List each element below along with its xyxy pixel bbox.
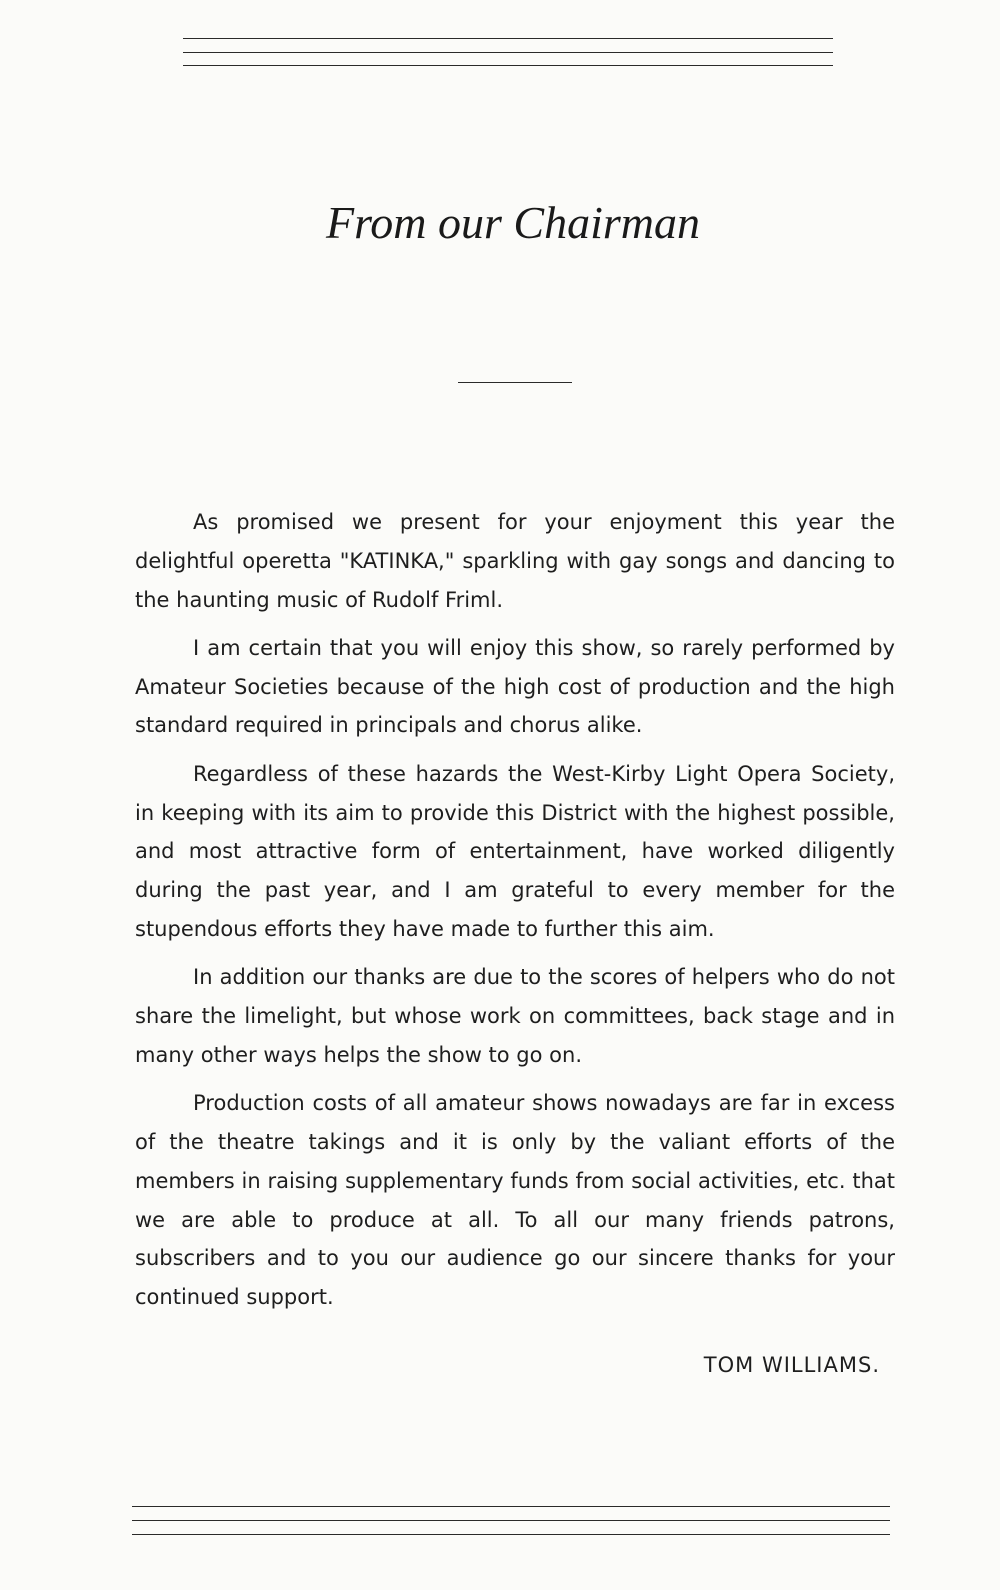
page-title: From our Chairman: [326, 197, 700, 248]
paragraph: In addition our thanks are due to the scores of helpers who do not share the limelight, but whose work on committees, back stage and in many other ways helps the show to go on.: [135, 965, 895, 1067]
paragraph: As promised we present for your enjoyment this year the delightful operetta "KATINKA," sparkling with gay songs and dancing to the haunting music of Rudolf Friml.: [135, 510, 895, 612]
top-double-rule: [183, 34, 833, 70]
paragraph: Regardless of these hazards the West-Kirby Light Opera Society, in keeping with its aim to provide this District with the highest possible, and most attractive form of entertainment, have worked diligently during the past year, and I am grateful to every member for the stupendous efforts they have made to further this aim.: [135, 761, 895, 941]
paragraph: Production costs of all amateur shows nowadays are far in excess of the theatre takings and it is only by the valiant efforts of the members in raising supplementary funds from social activities, etc. that we are able to produce at all. To all our many friends patrons, subscribers and to you our audience go our sincere thanks for your continued support.: [135, 1091, 895, 1310]
bottom-rule-line: [132, 1506, 890, 1507]
bottom-rule-line: [132, 1534, 890, 1535]
bottom-double-rule: [132, 1502, 890, 1544]
top-rule-line: [183, 65, 833, 66]
bottom-rule-line: [132, 1520, 890, 1521]
top-rule-line: [183, 52, 833, 53]
letter-body: [135, 503, 895, 1326]
signature: TOM WILLIAMS.: [703, 1353, 880, 1377]
title-divider: [458, 382, 572, 383]
paragraph: I am certain that you will enjoy this show, so rarely performed by Amateur Societies because of the high cost of production and the high standard required in principals and chorus alike.: [135, 635, 895, 738]
top-rule-line: [183, 38, 833, 39]
